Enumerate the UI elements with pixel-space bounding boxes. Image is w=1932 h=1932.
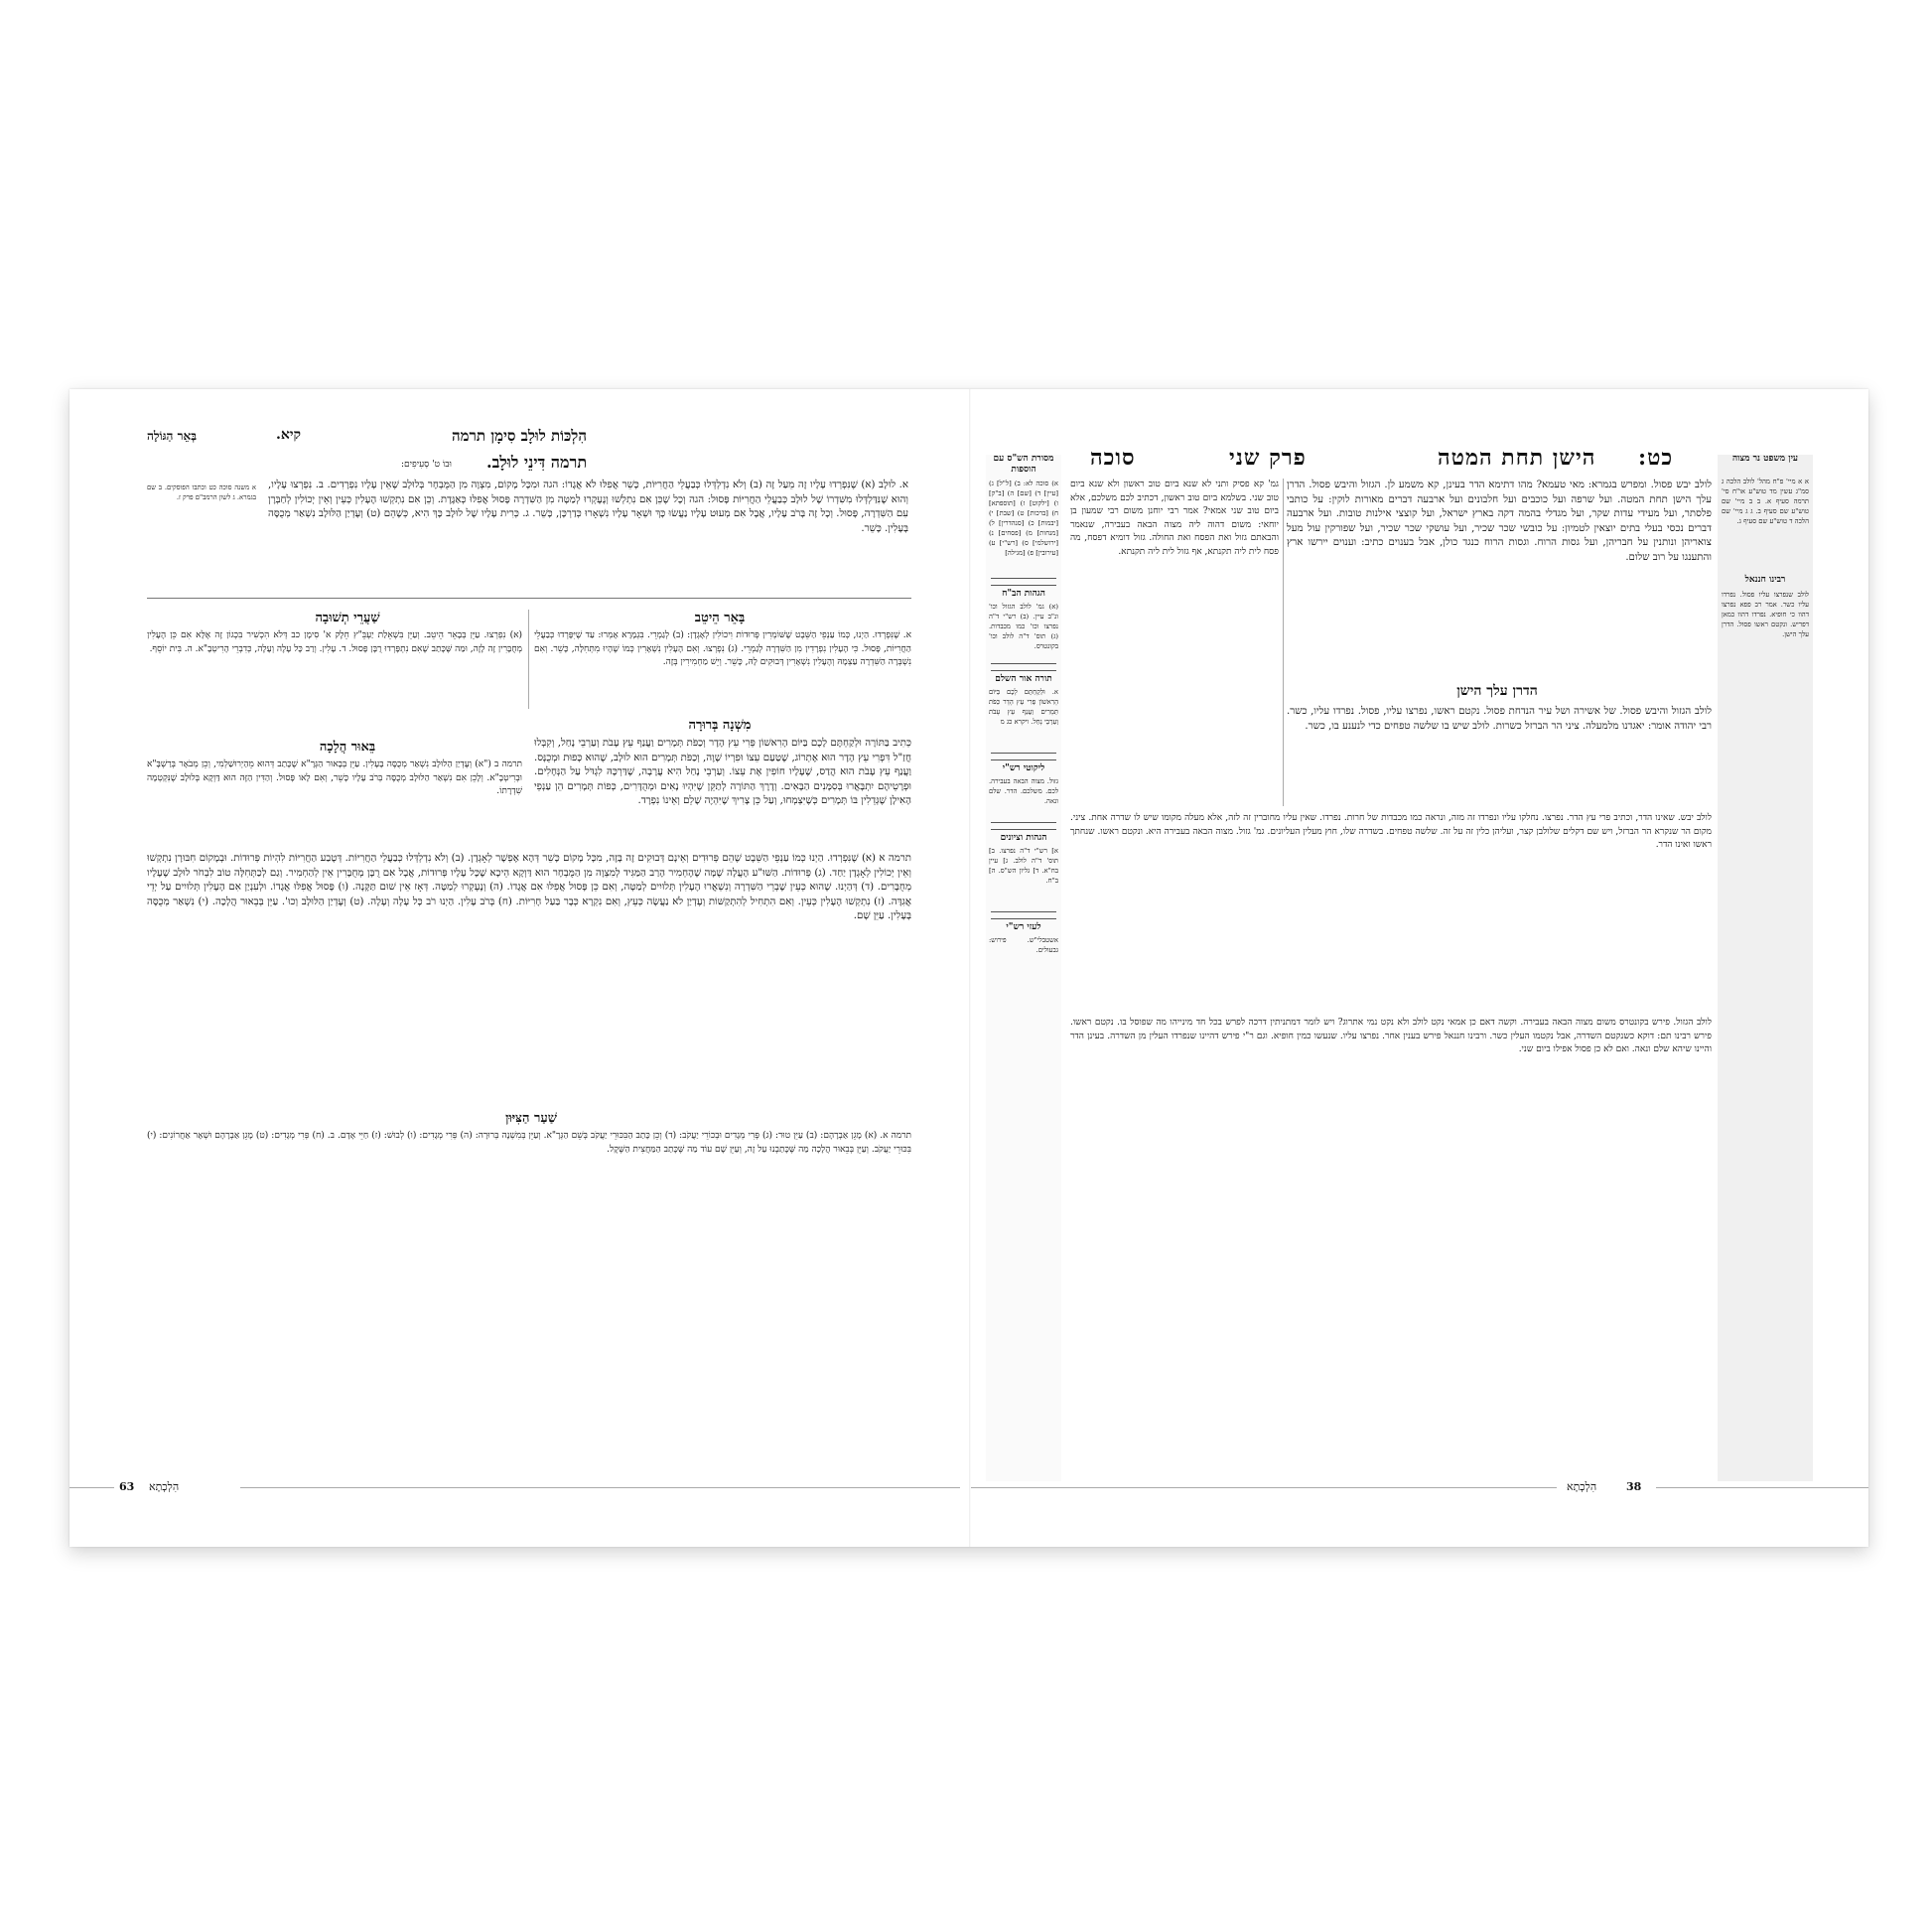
right-page bbox=[971, 389, 1868, 1547]
header-chapter-title: הישן תחת המטה bbox=[1438, 445, 1596, 471]
footer-rule bbox=[971, 1487, 1557, 1488]
siman-heading: תרמה דִּינֵי לוּלָב. bbox=[486, 453, 588, 472]
biur-halacha-heading: בֵּאוּר הֲלָכָה bbox=[319, 740, 376, 755]
likutei-rashi-text: גזול. מצוה הבאה בעבירה. לכם. משלכם. הדר. שלם ונאה. bbox=[989, 777, 1058, 805]
column-divider bbox=[1283, 479, 1284, 806]
ornament bbox=[991, 911, 1056, 919]
daf-label: כט: bbox=[1638, 445, 1674, 471]
lemaan-text: אשטבלי"ש. פירוש: גבעולים. bbox=[989, 936, 1058, 954]
hagahot-label: הגהות וציונים bbox=[1000, 833, 1047, 843]
ornament bbox=[991, 663, 1056, 671]
book-spread bbox=[69, 389, 1868, 1547]
header-perek: פרק שני bbox=[1229, 445, 1307, 471]
rabbeinu-chananel-text: לולב שנפרצו עליו פסול. נפרדו עליו כשר. אמר רב פפא נפרצו דהוו כי חופיא. נפרדו דהוו כמאן דפריש. ונקטם ראשו פסול. הדרן עלך הישן. bbox=[1722, 591, 1809, 638]
footer-brand: הִלְכְתָא bbox=[149, 1480, 180, 1493]
left-page bbox=[69, 389, 969, 1547]
gilyon-label: הגהות הב"ח bbox=[1002, 589, 1045, 599]
beer-label: בְּאֵר הַגּוֹלָה bbox=[147, 429, 198, 443]
gemara-text: לולב יבש פסול. ומפרש בגמרא: מאי טעמא? מהו דתימא הדר בעינן, קא משמע לן. הגזול והיבש פסול. הדרן עלך הישן תחת המטה. ועל שרפה ועל כוכבים ועל חלבונים ועל ארבעה דברים מאורות לוקין: על כותבי פלסתר, ועל מעידי עדות שקר, ועל מגדלי בהמה דקה בארץ ישראל, ועל קוצצי אילנות טובות. ועל ארבעה דברים נכסי בעלי בתים יוצאין לטמיון: על כובשי שכר שכיר, ועל עושקי שכר שכיר, ועל שפורקין עול מעל צואריהן ונותנין על חבריהן, ועל גסות הרוח. וגסות הרוח כנגד כולן, אבל בענוים כתיב: וענוים יירשו ארץ והתענגו על רוב שלום. bbox=[1287, 480, 1712, 563]
header-masechet: סוכה bbox=[1090, 445, 1136, 471]
ornament bbox=[991, 753, 1056, 760]
ein-mishpat-text: א א מיי' פ"ח מהל' לולב הלכה ג סמ"ג עשין מד טוש"ע או"ח סי' תרמה סעיף א. ב ב מיי' שם טוש"ע שם סעיף ב. ג ג מיי' שם הלכה ד טוש"ע שם סעיף ג. bbox=[1722, 478, 1809, 525]
column-divider bbox=[528, 610, 529, 709]
ornament bbox=[991, 822, 1056, 830]
main-text: א. לוּלָב (א) שֶׁנִּפְרְדוּ עָלָיו זֶה מֵעַל זֶה (ב) וְלֹא נִדְלְדְּלוּ כְּבַעֲלֵי הַחֲרִיּוֹת, כָּשֵׁר אֲפִלּוּ לֹא אֲגָדוֹ: הגה וּמִכָּל מָקוֹם, מִצְוָה מִן הַמֻּבְחָר בְּלוּלָב שֶׁאֵין עָלָיו נִפְרָדִים. ב. נִפְרְצוּ עָלָיו, וְהוּא שֶׁנִּדַּלְדְּלוּ מִשִּׁדְרוֹ שֶׁל לוּלָב כְּבַעֲלֵי הַחֲרִיּוֹת פָּסוּל: הגה וְכָל שֶׁכֵּן אִם נִתְלְשׁוּ וְנֶעֶקְרוּ לְמַטָּה מִן הַשִּׁדְרָה פָּסוּל אֲפִלּוּ כְּאַגֶּדֶת. וְכֵן אִם נִתְקְשׁוּ הֶעָלִין כְּעֵין וְאֵין יְכוֹלִין לְחַבְּרָן עִם הַשִּׁדְרָה, פָּסוּל. וְכָל זֶה בָּרֹב עָלָיו, אֲבָל אִם מְעוּט עָלָיו נַעֲשׂוּ כָּךְ וּשְׁאָר עָלָיו נִשְׁאָרוּ כְּדַרְכָּן, כָּשֵׁר. ג. כְּרִית עָלָיו שֶׁל לוּלָב כָּךְ הִיא, כְּשֶׁהֵם (ט) וְעֶדְיַן הַלּוּלָב נִשְׁאַר מְכֻסֶּה בָּעָלִין. כָּשֵׁר. bbox=[268, 480, 908, 534]
lemaan-label: לעזי רש"י bbox=[1006, 922, 1041, 932]
masoret-label: מסורת הש"ס עם הוספות bbox=[993, 454, 1054, 475]
torah-ohr-label: תורה אור השלם bbox=[995, 674, 1052, 684]
ein-mishpat-label: עין משפט נר מצוה bbox=[1731, 454, 1799, 464]
shaar-hatziyun-text: תרמה א. (א) מָגֵן אַבְרָהָם: (ב) עַיֵּן טוּר: (ג) פְּרִי מְגָדִים וּבְכוֹרֵי יַעֲקֹב: (ד) וְכֵן כָּתַב הַבִּכּוּרֵי יַעֲקֹב בְּשֵׁם הַגְּרָ"א. וְעַיֵּן בְּמִשְׁנָה בְּרוּרָה: (ה) פְּרִי מְגָדִים: (ו) לְבוּשׁ: (ז) חַיֵּי אָדָם. ב. (ח) פְּרִי מְגָדִים: (ט) מָגֵן אַבְרָהָם וּשְׁאָר אַחֲרוֹנִים: (י) בִּכּוּרֵי יַעֲקֹב. וְעַיֵּן בְּבֵאוּר הֲלָכָה מַה שֶּׁכָּתַבְנוּ עַל זֶה, וְעַיֵּן שָׁם עוֹד מַה שֶּׁכָּתַב הַמַּחֲצִית הַשֶּׁקֶל. bbox=[147, 1131, 911, 1155]
separator-rule bbox=[147, 598, 911, 599]
running-title: הִלְכּוֹת לוּלָב סִימָן תרמה bbox=[452, 427, 587, 445]
shaarei-teshuva-heading: שַׁעֲרֵי תְשׁוּבָה bbox=[315, 611, 380, 625]
lulav-opening: לולב הגזול והיבש פסול. של אשירה ושל עיר הנדחת פסול. נקטם ראשו, נפרצו עליו, פסול. נפרדו עליו, כשר. רבי יהודה אומר: יאגדנו מלמעלה. ציני הר הברזל כשרות. לולב שיש בו שלשה טפחים כדי לנענע בו, כשר. bbox=[1287, 706, 1712, 732]
footer-brand: הִלְכְתָא bbox=[1567, 1480, 1597, 1493]
mishna-berura-heading: מִשְׁנָה בְּרוּרָה bbox=[688, 718, 752, 733]
rashi-text: לולב יבש. שאינו הדר, וכתיב פרי עץ הדר. נפרצו. נחלקו עליו ונפרדו זה מזה, ונראה כמו מכבדות של חרות. נפרדו. שאין עליו מחוברין זה לזה, אלא מעלה מקומו שיש לו שדרה אחת. ציני. מקום הר שנקרא הר הברזל, ויש שם דקלים שלולבן קצר, ועליהן כלין זה על זה. שלשה טפחים. בשדרה שלו, חוץ מעלין העליונים. גמ' גזול. מצוה הבאה בעבירה היא. ונקטם ראשו. שנחתך ראשו ואינו הדר. bbox=[1070, 813, 1712, 851]
rabbeinu-chananel-label: רבינו חננאל bbox=[1744, 575, 1786, 585]
footer-rule-right bbox=[1656, 1487, 1868, 1488]
tosafot-text: לולב הגזול. פירש בקונטרס משום מצוה הבאה בעבירה. וקשה דאם כן אמאי נקט לולב ולא נקט נמי אתרוג? ויש לומר דמתניתין דרכה לפרש בכל חד מינייהו מה שפוסל בו. נקטם ראשו. פירש רבינו תם: דוקא כשנקטם השדרה, אבל נקטמו העלין כשר. ורבינו חננאל פירש בענין אחר. נפרצו עליו. שנעשו כמין חופיא. וגם ר"י פירש דהיינו שנפרדו העלין מן השדרה. בעינן הדר והיינו שיהא שלם ונאה. ואם לא כן פסול אפילו ביום שני. bbox=[1070, 1018, 1712, 1055]
hadran-text: הדרן עלך הישן bbox=[1456, 683, 1538, 699]
page-number: 38 bbox=[1626, 1480, 1642, 1493]
mishna-berura-seif-text: תרמה א (א) שֶׁנִּפְרְדוּ. הַיְנוּ כְּמוֹ עַנְפֵי הַשֵּׁבֶט שֶׁהֵם פְּרוּדִים וְאֵינָם דְּבוּקִים זֶה בָּזֶה, מִכָּל מָקוֹם כָּשֵׁר דְּהָא אֶפְשָׁר לְאָגְדָן. (ב) וְלֹא נִדְלְדְּלוּ כְּבַעֲלֵי הַחֲרִיּוֹת. דְּטֶבַע הַחֲרִיּוֹת לִהְיוֹת פְּרוּדוֹת. וּבְמָקוֹם חִבּוּרָן נִתְקְשׁוּ וְאֵין יְכוֹלִין לְאָגְדָן יַחַד. (ג) פְּרוּדוֹת. הַשּׁוּ"ע הָעֲלָה שֶׁמָּה שֶׁהֶחְמִיר הָרַב הַמַּגִּיד לְמִצְוָה מִן הַמֻּבְחָר הוּא דַּוְקָא הֵיכָא שֶׁכָּל עָלָיו פְּרוּדוֹת, אֲבָל אִם רֻבָּן מְחֻבָּרִין אֵין לְהַחְמִיר. וְגַם לְכַתְּחִלָּה טוֹב לִבְחֹר לוּלָב שֶׁעָלָיו מְחֻבָּרִים. (ד) דְּהַיְנוּ. שֶׁהוּא כְּעֵין שֶׁבְרֵי הַשִּׁדְרָה וְנִשְׁאֲרוּ הֶעָלִין תְּלוּיִים לְמַטָּה, וְאִם כֵּן פָּסוּל אֲפִלּוּ אִם אֲגָדוֹ. (ה) וְנֶעֶקְרוּ לְמַטָּה. דְּאָז אֵין שׁוּם תַּקָּנָה. (ו) פָּסוּל אֲפִלּוּ אֲגָדוֹ. וּלְעִנְיַן אִם הָעָלִין תְּלוּיִים עַל יְדֵי אֲגִדָּה. (ז) נִתְקְשׁוּ הֶעָלִין כְּעֵין. וְאִם הִתְחִיל לְהִתְקַשּׁוֹת וְעֶדְיַן לֹא נַעֲשָׂה כְּעֵץ, וְאִם נִקְרָא כְּבָר בַּעַל חָרִיּוֹת. (ח) בְּרֹב עָלִין. הַיְנוּ רֹב כָּל עָלֶה וְעָלֶה. (ט) וְעֶדְיַן הַלּוּלָב וְכוּ'. עַיֵּן בְּבֵאוּר הֲלָכָה. (י) נִשְׁאַר מְכֻסֶּה בָּעָלִין. עַיֵּן שָׁם. bbox=[147, 853, 911, 922]
gilyon-text: (א) גמ' לולב הגזול וכו' ונ"ב עיין. (ב) רש"י ד"ה נפרצו וכו' כמו מכבדות. (ג) תוס' ד"ה לולב וכו' בקונטרס. bbox=[989, 603, 1058, 650]
page-number: 63 bbox=[119, 1480, 135, 1493]
footer-rule bbox=[240, 1487, 960, 1488]
page-letter: קיא. bbox=[276, 427, 302, 443]
beer-text: א משנה סוכה כט וכתבו הפוסקים. ב שם בגמרא. ג לשון הרמב"ם פרק ז. bbox=[147, 483, 256, 501]
shaarei-teshuva-text: (א) נִפְרְצוּ. עַיֵּן בְּבָאֵר הֵיטֵב. וְעַיֵּן בִּשְׁאֵלַת יַעְבֵּ"ץ חֵלֶק א' סִימָן כב דְּלֹא הִכְשִׁיר בִּכְגוֹן זֶה אֶלָּא אִם כֵּן הֶעָלִין מְחֻבָּרִין זֶה לָזֶה, וּמַה שֶּׁכָּתַב שֶׁאִם נִתְפָּרְדוּ רֻבָּן פָּסוּל. ד. עָלִין. וְרַב כָּל עָלֶה וְעָלֶה, כְּדִבְרֵי הָרִיטְבָ"א. ה. בִּית יוֹסֵף. bbox=[147, 630, 522, 654]
baer-heitev-text: א. שֶׁנִּפְרְדוּ. הַיְנוּ, כְּמוֹ עַנְפֵי הַשֵּׁבֶט שֶׁשּׁוֹמְרִין פְּרוּדוֹת וִיכוֹלִין לְאָגְדָן: (ב) לְגַמְרֵי. בִּגְמָרָא אָמְרוּ: עַד שֶׁיִּפָּרְדוּ כְּבַעֲלֵי הַחֲרִיּוֹת, פָּסוּל. כִּי הָעָלִין נִפְרָדִין מִן הַשִּׁדְרָה לְגַמְרֵי. (ג) נִפְרְצוּ. וְאִם הָעָלִין נִשְׁאָרִין כְּמוֹ שֶׁהָיוּ מִתְּחִלָּה, כָּשֵׁר. וְאִם נִשְׁבְּרָה הַשִּׁדְרָה עַצְמָהּ וְהֶעָלִין נִשְׁאָרִין דְּבוּקִים לָהּ, כָּשֵׁר. וְיֵשׁ מַחְמִירִין בְּזֶה. bbox=[534, 630, 911, 668]
hagahot-text: א] רש"י ד"ה נפרצו. ב] תוס' ד"ה לולב. ג] עיין בח"א. ד] גליון הש"ס. ה] ב"ח. bbox=[989, 847, 1058, 885]
footer-rule-left bbox=[69, 1487, 114, 1488]
mishna-berura-text: כְּתִיב בַּתּוֹרָה וּלְקַחְתֶּם לָכֶם בַּיּוֹם הָרִאשׁוֹן פְּרִי עֵץ הָדָר וְכַפֹּת תְּמָרִים וַעֲנַף עֵץ עָבֹת וְעַרְבֵי נָחַל, וְקִבְּלוּ חֲזַ"ל דִּפְרִי עֵץ הָדָר הוּא אֶתְרוֹג, שֶׁטַּעַם עֵצוֹ וּפִרְיוֹ שָׁוֶה, וְכַפֹּת תְּמָרִים הוּא לוּלָב, שֶׁהוּא כָּפוּת וּמְכֻנָּס. וַעֲנַף עֵץ עָבֹת הוּא הֲדַס, שֶׁעָלָיו חוֹפִין אֶת עֵצוֹ. וְעַרְבֵי נָחַל הִיא עֲרָבָה, שֶׁדַּרְכָּהּ לִגְדֹּל עַל הַנְּחָלִים. וּפְרָטֵיהֶם יִתְבָּאֲרוּ בְּסִמָּנִים הַבָּאִים. וְדֶרֶךְ הַתּוֹרָה לְתַקֵּן שֶׁיִּהְיוּ נָאִים וּמְהֻדָּרִים, כְּפוֹת תְּמָרִים הֵן עַנְפֵי הָאִילָן שֶׁגְּדֵלִין בּוֹ תְּמָרִים כְּשֶׁיִּצְמְחוּ, וְעַל כֵּן צָרִיךְ שֶׁיִּהְיֶה שָׁלֵם וְאֵינוֹ נִפְרָד. bbox=[534, 738, 911, 807]
tosafot-upper-text: גמ' קא פסיק ותני לא שנא ביום טוב ראשון ולא שנא ביום טוב שני. בשלמא ביום טוב ראשון, דכתיב לכם משלכם, אלא ביום טוב שני אמאי? אמר רבי יוחנן משום רבי שמעון בן יוחאי: משום דהוה ליה מצוה הבאה בעבירה, שנאמר והבאתם גזול ואת הפסח ואת החולה. גזול דומיא דפסח, מה פסח לית ליה תקנתא, אף גזול לית ליה תקנתא. bbox=[1070, 480, 1279, 557]
shaar-hatziyun-heading: שַׁעַר הַצִּיּוּן bbox=[505, 1111, 557, 1126]
ornament bbox=[991, 578, 1056, 586]
siman-count: וּבוֹ ט' סְעִיפִים: bbox=[401, 460, 452, 470]
biur-halacha-text: תרמה ב ("א) וְעֶדְיַן הַלּוּלָב נִשְׁאַר מְכֻסֶּה בָּעָלִין. עַיֵּן בְּבָאוּר הַגְּרָ"א שֶׁכָּתַב דְּהוּא מֵהַיְרוּשַׁלְמִי, וְכֵן מְבֹאָר בְּרַשְׁבָּ"א וּבְרִיטְבָ"א. וְלָכֵן אִם נִשְׁאַר הַלּוּלָב מְכֻסֶּה בְּרֹב עָלָיו כָּשֵׁר, וְאִם לָאו פָּסוּל. וְהַדִּין הַזֶּה הוּא דַּוְקָא בְּלוּלָב שֶׁנִּקְטְמָה שִׁדְרָתוֹ. bbox=[147, 759, 522, 797]
likutei-rashi-label: ליקוטי רש"י bbox=[1002, 763, 1045, 773]
side-notes-text: א) סוכה לא: ב) [ל"ל] ג) [עיין] ד) [שם] ה) [ב"ק] ו) [ילקוט] ז) [תוספתא] ח) [ברכות] ט) [שבת] י) [יבמות] כ) [סנהדרין] ל) [מנחות] מ) [פסחים] נ) [ירושלמי] ס) [רש"י] ע) [עירובין] פ) [מגילה] bbox=[989, 480, 1058, 557]
torah-ohr-text: א. וּלְקַחְתֶּם לָכֶם בַּיּוֹם הָרִאשׁוֹן פְּרִי עֵץ הָדָר כַּפֹּת תְּמָרִים וַעֲנַף עֵץ עָבֹת וְעַרְבֵי נָחַל. ויקרא כג מ bbox=[989, 688, 1058, 726]
baer-heitev-heading: בָּאֵר הֵיטֵב bbox=[694, 611, 746, 625]
